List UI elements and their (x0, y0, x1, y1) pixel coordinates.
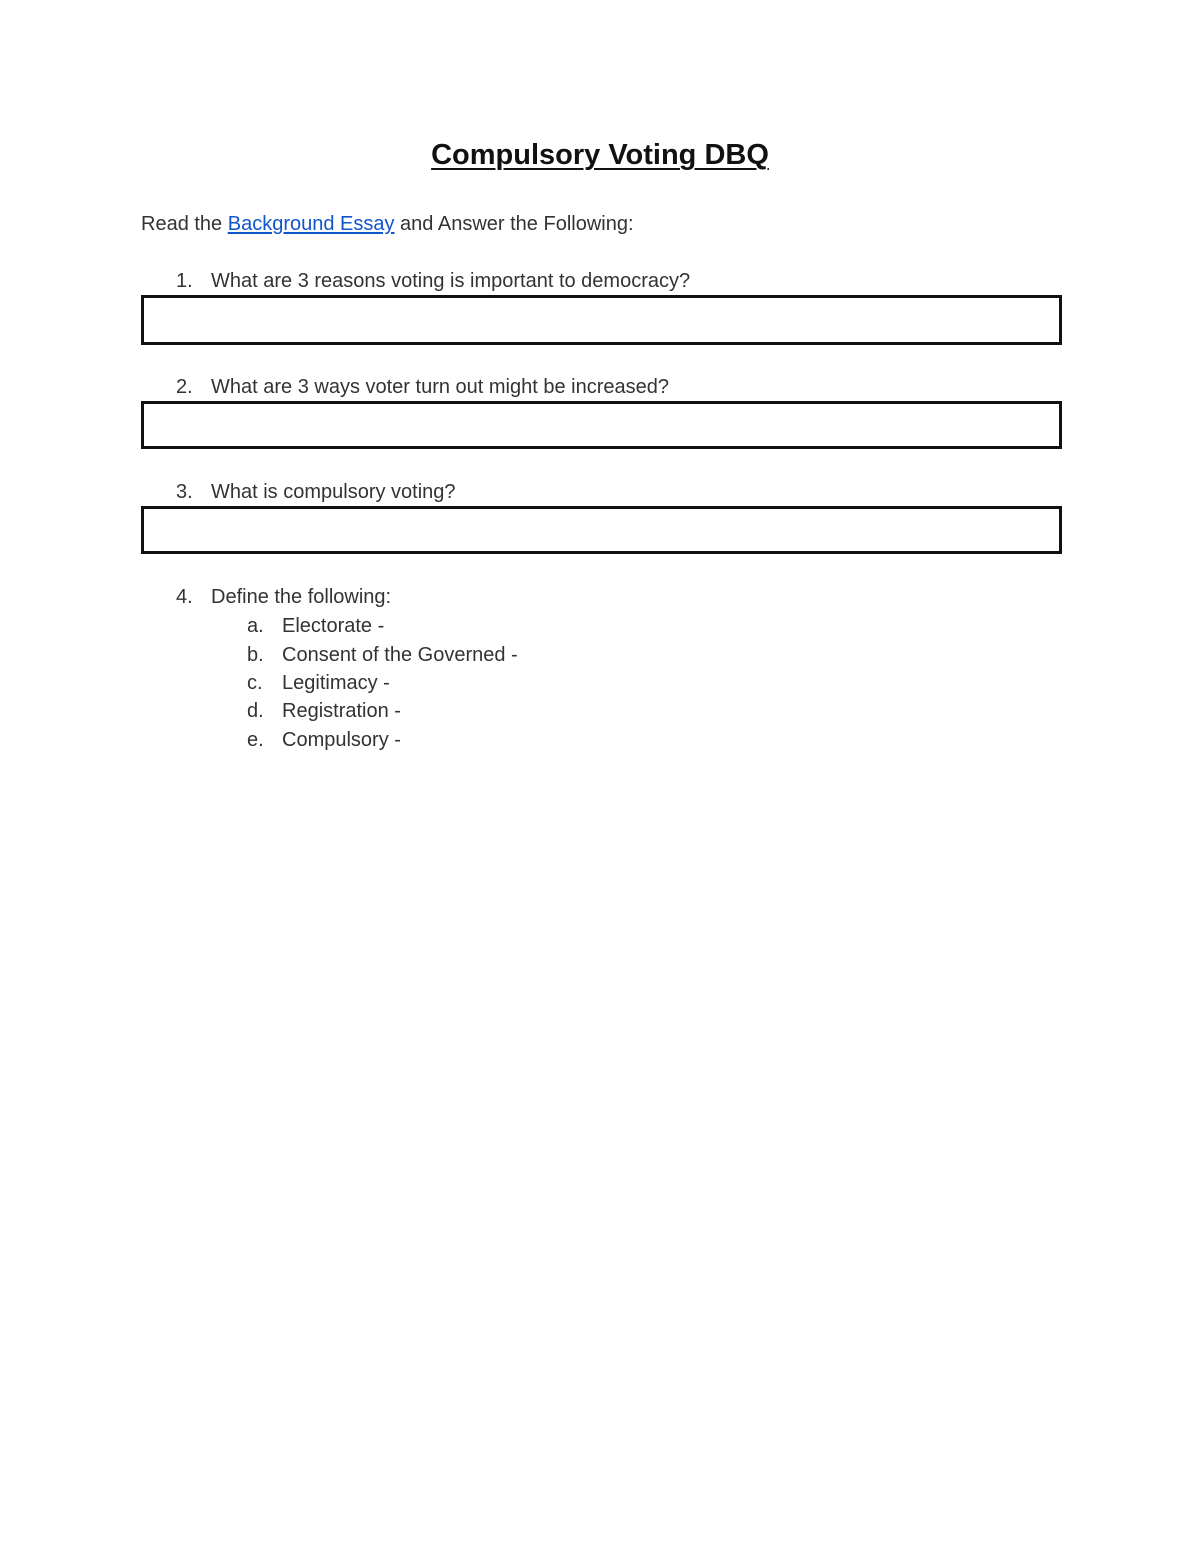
answer-box-1[interactable] (141, 295, 1062, 345)
term-registration: Registration - (282, 700, 401, 722)
term-marker: e. (247, 729, 264, 751)
question-number: 1. (176, 270, 193, 292)
term-marker: b. (247, 644, 264, 666)
answer-box-2[interactable] (141, 401, 1062, 449)
term-compulsory: Compulsory - (282, 729, 401, 751)
question-1 (0, 268, 1200, 294)
question-text: What are 3 reasons voting is important to democracy? (211, 270, 691, 292)
question-text: What are 3 ways voter turn out might be increased? (211, 376, 670, 398)
question-text: What is compulsory voting? (211, 481, 456, 503)
background-essay-link[interactable]: Background Essay (227, 213, 395, 235)
question-3 (0, 479, 1200, 505)
question-number: 4. (176, 586, 193, 608)
question-text: Define the following: (211, 586, 392, 608)
term-legitimacy: Legitimacy - (282, 672, 390, 694)
term-consent-of-the-governed: Consent of the Governed - (282, 644, 518, 666)
page-title: Compulsory Voting DBQ (431, 139, 769, 171)
term-marker: a. (247, 615, 264, 637)
intro-text-before: Read the (141, 213, 228, 235)
answer-box-3[interactable] (141, 506, 1062, 554)
intro-line (141, 211, 634, 237)
question-number: 2. (176, 376, 193, 398)
question-2 (0, 374, 1200, 400)
intro-text-after: and Answer the Following: (394, 213, 634, 235)
term-marker: c. (247, 672, 263, 694)
term-marker: d. (247, 700, 264, 722)
question-4 (0, 584, 1200, 610)
question-number: 3. (176, 481, 193, 503)
term-electorate: Electorate - (282, 615, 385, 637)
